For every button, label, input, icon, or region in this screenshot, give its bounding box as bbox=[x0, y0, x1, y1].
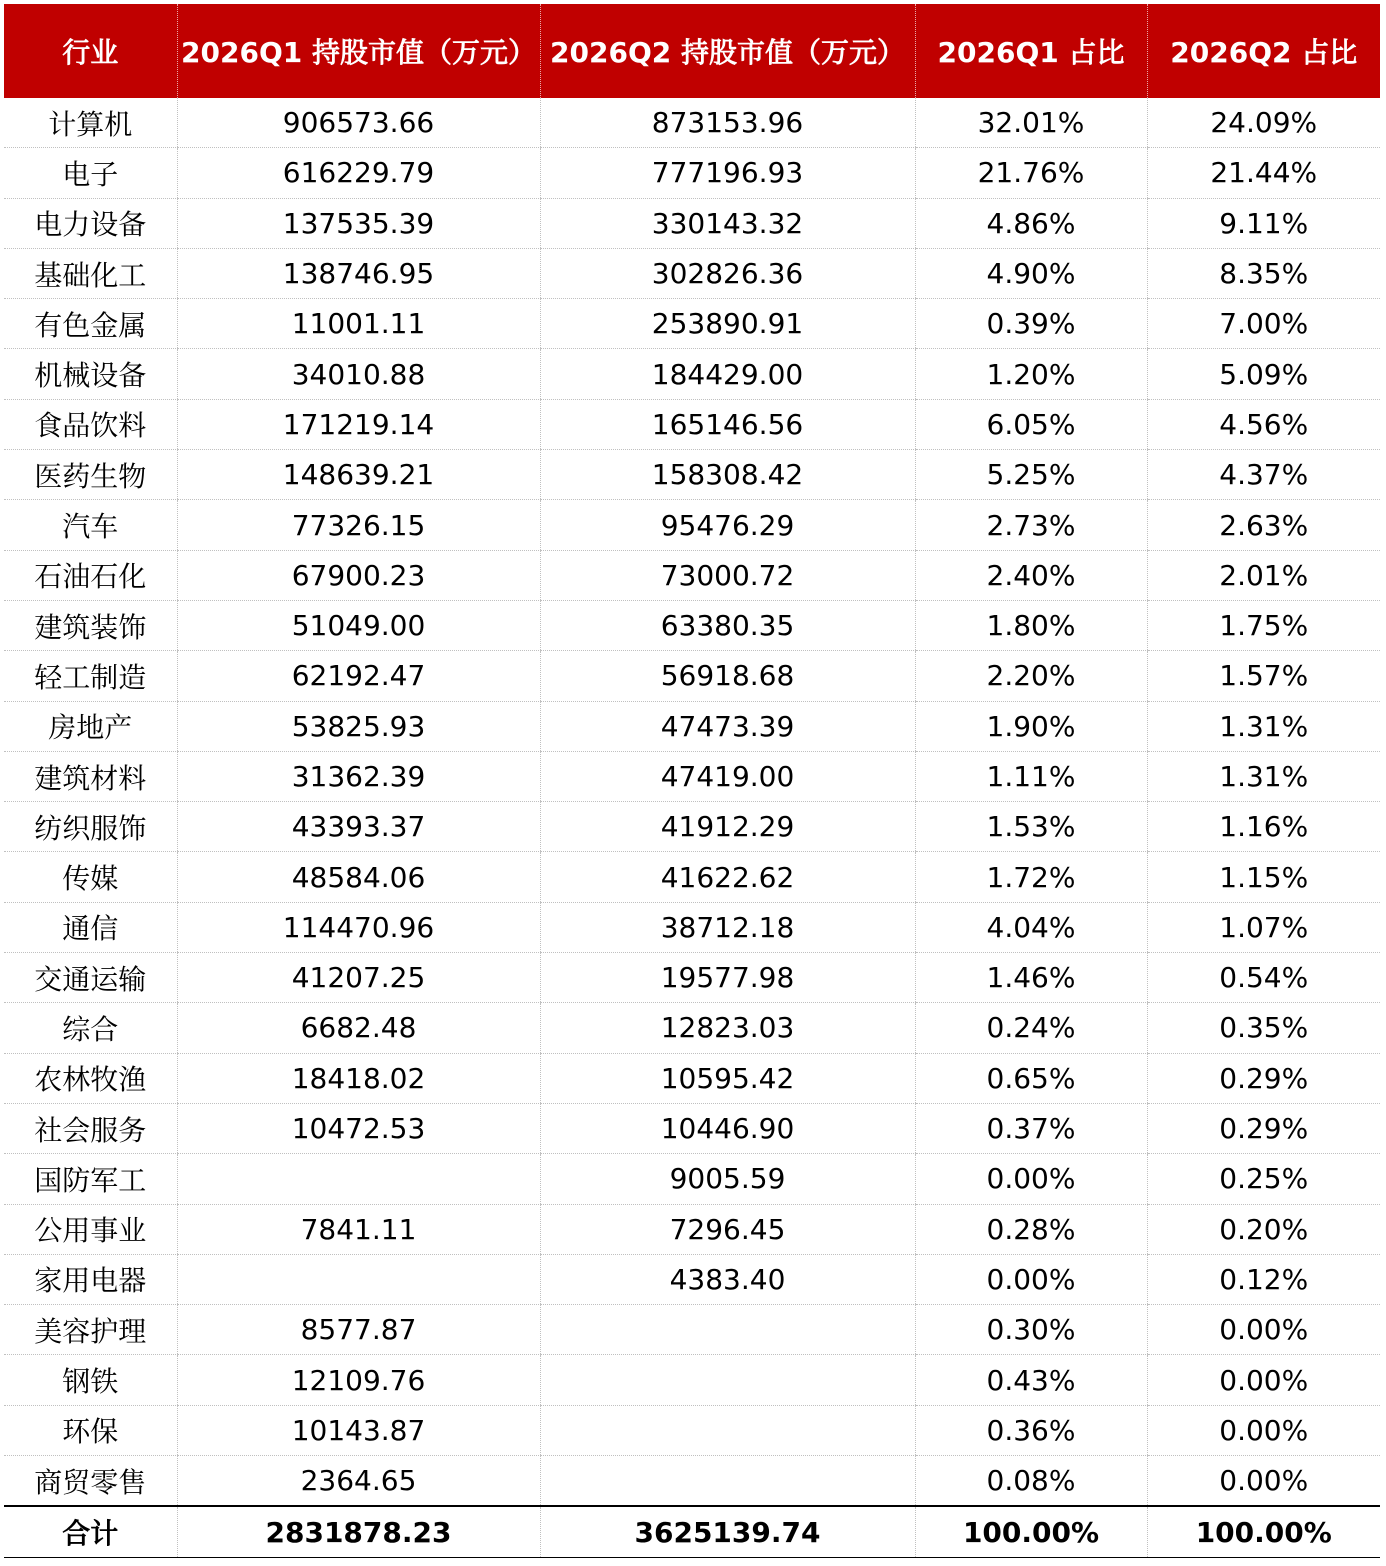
header-q2-share: 2026Q2 占比 bbox=[1147, 4, 1380, 98]
cell-q2-value: 56918.68 bbox=[540, 651, 915, 701]
cell-q1-value: 6682.48 bbox=[177, 1003, 540, 1053]
table-row bbox=[4, 1103, 1380, 1153]
cell-q1-share: 0.30% bbox=[915, 1305, 1147, 1355]
cell-q2-share: 1.31% bbox=[1147, 701, 1380, 751]
table-row bbox=[4, 701, 1380, 751]
cell-industry: 轻工制造 bbox=[4, 651, 177, 701]
cell-q1-value: 12109.76 bbox=[177, 1355, 540, 1405]
cell-q1-share: 2.40% bbox=[915, 550, 1147, 600]
cell-q1-value: 906573.66 bbox=[177, 98, 540, 148]
cell-q1-share: 1.80% bbox=[915, 600, 1147, 650]
header-q1-share: 2026Q1 占比 bbox=[915, 4, 1147, 98]
cell-q1-value: 114470.96 bbox=[177, 902, 540, 952]
cell-q2-share: 0.35% bbox=[1147, 1003, 1380, 1053]
table-row bbox=[4, 1154, 1380, 1204]
cell-q2-value bbox=[540, 1305, 915, 1355]
cell-q2-share: 1.31% bbox=[1147, 751, 1380, 801]
cell-q2-share: 0.20% bbox=[1147, 1204, 1380, 1254]
industry-holdings-table bbox=[4, 4, 1380, 1558]
cell-q1-share: 0.28% bbox=[915, 1204, 1147, 1254]
cell-q2-value: 41622.62 bbox=[540, 852, 915, 902]
cell-q1-share: 4.04% bbox=[915, 902, 1147, 952]
cell-q2-share: 0.00% bbox=[1147, 1405, 1380, 1455]
cell-q2-value: 47473.39 bbox=[540, 701, 915, 751]
cell-industry: 基础化工 bbox=[4, 248, 177, 298]
cell-q2-value: 10595.42 bbox=[540, 1053, 915, 1103]
cell-q2-value: 4383.40 bbox=[540, 1254, 915, 1304]
table-row bbox=[4, 1355, 1380, 1405]
table-row bbox=[4, 651, 1380, 701]
cell-industry: 农林牧渔 bbox=[4, 1053, 177, 1103]
cell-industry: 公用事业 bbox=[4, 1204, 177, 1254]
cell-q1-value: 67900.23 bbox=[177, 550, 540, 600]
total-q1-share: 100.00% bbox=[915, 1506, 1147, 1558]
cell-q1-share: 1.20% bbox=[915, 349, 1147, 399]
header-q1-value: 2026Q1 持股市值（万元） bbox=[177, 4, 540, 98]
cell-q1-share: 4.90% bbox=[915, 248, 1147, 298]
table-row bbox=[4, 450, 1380, 500]
cell-q1-value: 51049.00 bbox=[177, 600, 540, 650]
table-row bbox=[4, 902, 1380, 952]
cell-q2-value: 873153.96 bbox=[540, 98, 915, 148]
cell-q2-value: 165146.56 bbox=[540, 399, 915, 449]
cell-q1-share: 1.53% bbox=[915, 802, 1147, 852]
table-row bbox=[4, 248, 1380, 298]
cell-q2-value bbox=[540, 1355, 915, 1405]
cell-q1-value: 7841.11 bbox=[177, 1204, 540, 1254]
cell-q1-value: 2364.65 bbox=[177, 1456, 540, 1507]
cell-industry: 食品饮料 bbox=[4, 399, 177, 449]
cell-industry: 传媒 bbox=[4, 852, 177, 902]
cell-q2-value: 158308.42 bbox=[540, 450, 915, 500]
cell-q1-value bbox=[177, 1154, 540, 1204]
cell-q2-value: 253890.91 bbox=[540, 299, 915, 349]
cell-q1-value: 41207.25 bbox=[177, 953, 540, 1003]
cell-industry: 电子 bbox=[4, 148, 177, 198]
cell-q2-value bbox=[540, 1456, 915, 1507]
cell-q1-share: 1.46% bbox=[915, 953, 1147, 1003]
cell-q1-value: 34010.88 bbox=[177, 349, 540, 399]
table-row bbox=[4, 1204, 1380, 1254]
cell-q2-share: 24.09% bbox=[1147, 98, 1380, 148]
cell-q2-share: 4.37% bbox=[1147, 450, 1380, 500]
cell-q2-value: 19577.98 bbox=[540, 953, 915, 1003]
cell-industry: 建筑材料 bbox=[4, 751, 177, 801]
cell-industry: 交通运输 bbox=[4, 953, 177, 1003]
table-row bbox=[4, 349, 1380, 399]
cell-industry: 社会服务 bbox=[4, 1103, 177, 1153]
cell-industry: 钢铁 bbox=[4, 1355, 177, 1405]
cell-q1-value: 616229.79 bbox=[177, 148, 540, 198]
cell-industry: 国防军工 bbox=[4, 1154, 177, 1204]
cell-q2-value: 38712.18 bbox=[540, 902, 915, 952]
cell-industry: 计算机 bbox=[4, 98, 177, 148]
cell-q1-share: 4.86% bbox=[915, 198, 1147, 248]
cell-q2-value: 10446.90 bbox=[540, 1103, 915, 1153]
cell-q1-share: 21.76% bbox=[915, 148, 1147, 198]
cell-q2-share: 0.00% bbox=[1147, 1456, 1380, 1507]
table-row bbox=[4, 98, 1380, 148]
table-row bbox=[4, 198, 1380, 248]
holdings-table-container bbox=[4, 4, 1380, 1558]
cell-q2-share: 4.56% bbox=[1147, 399, 1380, 449]
cell-q1-share: 1.90% bbox=[915, 701, 1147, 751]
cell-q2-value: 9005.59 bbox=[540, 1154, 915, 1204]
cell-q2-value: 73000.72 bbox=[540, 550, 915, 600]
table-row bbox=[4, 802, 1380, 852]
cell-q1-share: 0.36% bbox=[915, 1405, 1147, 1455]
cell-q1-value: 8577.87 bbox=[177, 1305, 540, 1355]
cell-industry: 商贸零售 bbox=[4, 1456, 177, 1507]
table-row bbox=[4, 148, 1380, 198]
cell-q2-share: 1.75% bbox=[1147, 600, 1380, 650]
cell-q2-share: 2.01% bbox=[1147, 550, 1380, 600]
table-total-row bbox=[4, 1506, 1380, 1558]
table-header-row bbox=[4, 4, 1380, 98]
cell-q1-value: 18418.02 bbox=[177, 1053, 540, 1103]
cell-q2-value: 302826.36 bbox=[540, 248, 915, 298]
table-row bbox=[4, 751, 1380, 801]
cell-q2-share: 0.54% bbox=[1147, 953, 1380, 1003]
cell-q2-value: 95476.29 bbox=[540, 500, 915, 550]
cell-industry: 汽车 bbox=[4, 500, 177, 550]
table-row bbox=[4, 1003, 1380, 1053]
cell-q2-share: 1.16% bbox=[1147, 802, 1380, 852]
cell-q1-value bbox=[177, 1254, 540, 1304]
cell-q1-value: 62192.47 bbox=[177, 651, 540, 701]
cell-q1-value: 77326.15 bbox=[177, 500, 540, 550]
cell-q2-share: 0.29% bbox=[1147, 1103, 1380, 1153]
total-label: 合计 bbox=[4, 1506, 177, 1558]
cell-industry: 环保 bbox=[4, 1405, 177, 1455]
cell-q1-share: 2.73% bbox=[915, 500, 1147, 550]
cell-q2-share: 0.00% bbox=[1147, 1355, 1380, 1405]
cell-q1-share: 32.01% bbox=[915, 98, 1147, 148]
table-row bbox=[4, 1305, 1380, 1355]
total-q2-share: 100.00% bbox=[1147, 1506, 1380, 1558]
cell-industry: 建筑装饰 bbox=[4, 600, 177, 650]
table-row bbox=[4, 600, 1380, 650]
cell-industry: 纺织服饰 bbox=[4, 802, 177, 852]
cell-q2-value: 41912.29 bbox=[540, 802, 915, 852]
cell-q2-share: 1.57% bbox=[1147, 651, 1380, 701]
cell-q2-share: 0.25% bbox=[1147, 1154, 1380, 1204]
cell-q1-share: 2.20% bbox=[915, 651, 1147, 701]
table-row bbox=[4, 852, 1380, 902]
cell-q1-value: 137535.39 bbox=[177, 198, 540, 248]
table-row bbox=[4, 550, 1380, 600]
table-row bbox=[4, 1405, 1380, 1455]
table-row bbox=[4, 399, 1380, 449]
cell-industry: 电力设备 bbox=[4, 198, 177, 248]
table-row bbox=[4, 953, 1380, 1003]
cell-q1-share: 0.00% bbox=[915, 1254, 1147, 1304]
cell-q1-share: 6.05% bbox=[915, 399, 1147, 449]
cell-q1-share: 1.72% bbox=[915, 852, 1147, 902]
cell-industry: 房地产 bbox=[4, 701, 177, 751]
cell-q2-share: 0.00% bbox=[1147, 1305, 1380, 1355]
table-row bbox=[4, 500, 1380, 550]
cell-q1-share: 0.37% bbox=[915, 1103, 1147, 1153]
cell-industry: 机械设备 bbox=[4, 349, 177, 399]
table-row bbox=[4, 1053, 1380, 1103]
cell-q1-value: 138746.95 bbox=[177, 248, 540, 298]
table-body bbox=[4, 98, 1380, 1558]
cell-industry: 美容护理 bbox=[4, 1305, 177, 1355]
cell-q1-value: 10143.87 bbox=[177, 1405, 540, 1455]
cell-q2-share: 8.35% bbox=[1147, 248, 1380, 298]
cell-q1-share: 0.08% bbox=[915, 1456, 1147, 1507]
cell-q1-value: 31362.39 bbox=[177, 751, 540, 801]
cell-q2-share: 7.00% bbox=[1147, 299, 1380, 349]
cell-industry: 石油石化 bbox=[4, 550, 177, 600]
cell-q1-value: 53825.93 bbox=[177, 701, 540, 751]
cell-q1-share: 1.11% bbox=[915, 751, 1147, 801]
cell-q2-value: 330143.32 bbox=[540, 198, 915, 248]
cell-industry: 有色金属 bbox=[4, 299, 177, 349]
cell-q2-value: 63380.35 bbox=[540, 600, 915, 650]
cell-q2-value: 184429.00 bbox=[540, 349, 915, 399]
cell-q2-value bbox=[540, 1405, 915, 1455]
table-row bbox=[4, 1456, 1380, 1507]
table-row bbox=[4, 1254, 1380, 1304]
table-row bbox=[4, 299, 1380, 349]
total-q1-value: 2831878.23 bbox=[177, 1506, 540, 1558]
cell-q1-value: 148639.21 bbox=[177, 450, 540, 500]
cell-q2-value: 12823.03 bbox=[540, 1003, 915, 1053]
cell-industry: 家用电器 bbox=[4, 1254, 177, 1304]
cell-industry: 通信 bbox=[4, 902, 177, 952]
cell-q2-share: 2.63% bbox=[1147, 500, 1380, 550]
cell-q1-share: 0.00% bbox=[915, 1154, 1147, 1204]
cell-q2-share: 1.15% bbox=[1147, 852, 1380, 902]
header-industry: 行业 bbox=[4, 4, 177, 98]
cell-industry: 医药生物 bbox=[4, 450, 177, 500]
cell-q1-value: 171219.14 bbox=[177, 399, 540, 449]
cell-q1-value: 11001.11 bbox=[177, 299, 540, 349]
header-q2-value: 2026Q2 持股市值（万元） bbox=[540, 4, 915, 98]
cell-q2-share: 9.11% bbox=[1147, 198, 1380, 248]
cell-q2-value: 47419.00 bbox=[540, 751, 915, 801]
cell-q2-share: 1.07% bbox=[1147, 902, 1380, 952]
cell-q1-share: 0.24% bbox=[915, 1003, 1147, 1053]
cell-q1-value: 43393.37 bbox=[177, 802, 540, 852]
cell-q2-value: 777196.93 bbox=[540, 148, 915, 198]
cell-q1-share: 0.43% bbox=[915, 1355, 1147, 1405]
cell-q1-value: 48584.06 bbox=[177, 852, 540, 902]
cell-q1-share: 0.65% bbox=[915, 1053, 1147, 1103]
cell-q2-share: 0.29% bbox=[1147, 1053, 1380, 1103]
cell-q1-share: 0.39% bbox=[915, 299, 1147, 349]
cell-q1-value: 10472.53 bbox=[177, 1103, 540, 1153]
cell-q2-share: 5.09% bbox=[1147, 349, 1380, 399]
cell-industry: 综合 bbox=[4, 1003, 177, 1053]
cell-q2-share: 0.12% bbox=[1147, 1254, 1380, 1304]
total-q2-value: 3625139.74 bbox=[540, 1506, 915, 1558]
cell-q1-share: 5.25% bbox=[915, 450, 1147, 500]
cell-q2-value: 7296.45 bbox=[540, 1204, 915, 1254]
cell-q2-share: 21.44% bbox=[1147, 148, 1380, 198]
